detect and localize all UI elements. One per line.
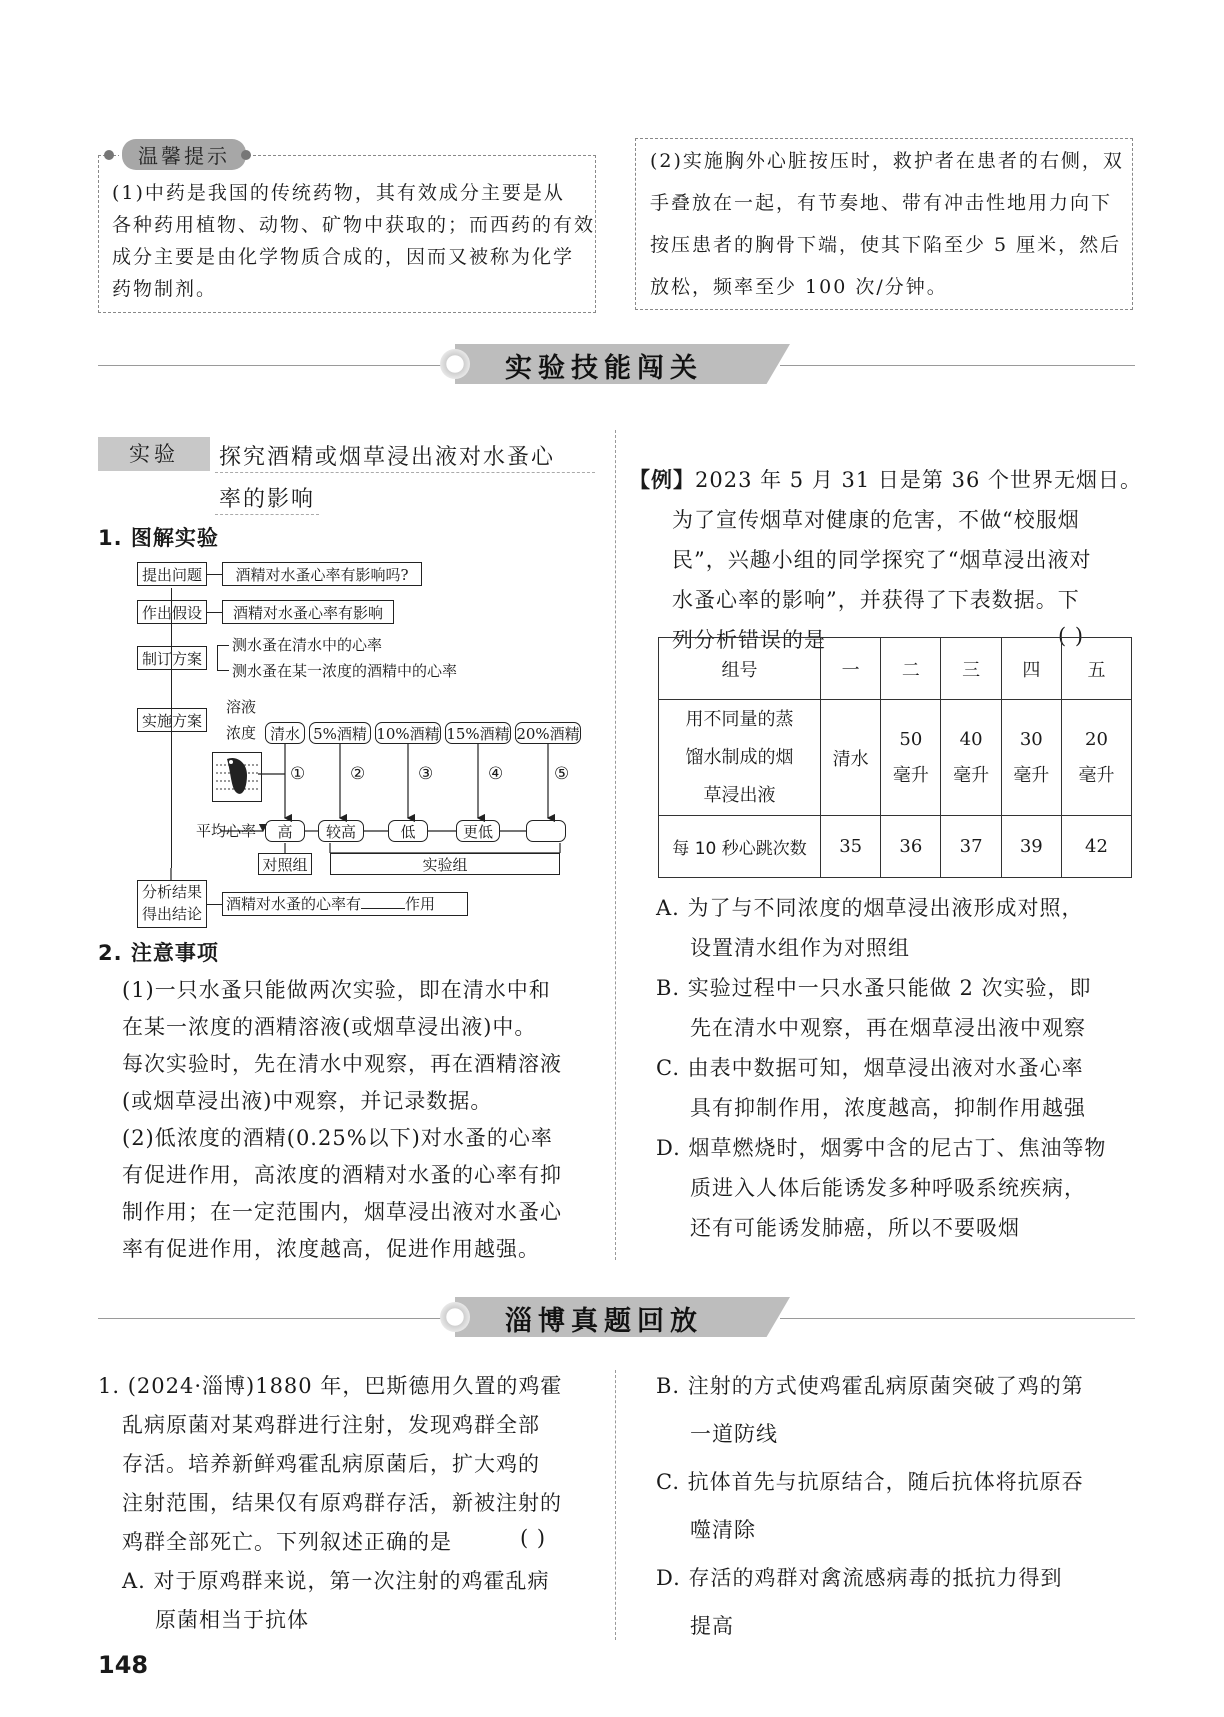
table-cell: 三 <box>941 638 1001 700</box>
q1-option-d-1: D. 存活的鸡群对禽流感病毒的抵抗力得到 <box>656 1566 1063 1590</box>
hypothesis-text: 酒精对水蚤心率有影响 <box>222 600 394 624</box>
plan-1: 测水蚤在清水中的心率 <box>232 636 383 654</box>
experiment-tag: 实验 <box>98 437 210 471</box>
arrows-layer <box>0 0 620 900</box>
rate-4: 更低 <box>456 820 500 842</box>
table-cell: 四 <box>1001 638 1061 700</box>
note-line-4: (或烟草浸出液)中观察，并记录数据。 <box>122 1089 493 1113</box>
table-cell <box>881 700 941 816</box>
table-cell: 五 <box>1061 638 1131 700</box>
tip-right-line-2: 手叠放在一起，有节奏地、带有冲击性地用力向下 <box>650 192 1113 214</box>
q1-line-5: 鸡群全部死亡。下列叙述正确的是 <box>122 1530 452 1554</box>
subsection-diagram-heading: 1. 图解实验 <box>98 526 219 550</box>
num-1: ① <box>290 764 306 784</box>
cell-text: 毫升 <box>892 764 929 786</box>
tip-left-line-3: 成分主要是由化学物质合成的，因而又被称为化学 <box>112 246 575 268</box>
conc-20: 20%酒精 <box>515 722 581 744</box>
table-cell: 39 <box>1001 816 1061 878</box>
cell-text: 30 <box>1019 728 1043 750</box>
analysis-line-2: 得出结论 <box>141 905 202 923</box>
example-line-5: 列分析错误的是 <box>672 628 826 652</box>
q1-option-c-1: C. 抗体首先与抗原结合，随后抗体将抗原吞 <box>656 1470 1084 1494</box>
table-cell: 36 <box>881 816 941 878</box>
q1-option-a-1: A. 对于原鸡群来说，第一次注射的鸡霍乱病 <box>122 1569 550 1593</box>
conc-label-1: 溶液 <box>226 698 257 716</box>
table-cell: 一 <box>821 638 881 700</box>
table-cell: 42 <box>1061 816 1131 878</box>
num-3: ③ <box>418 764 434 784</box>
experiment-title-1: 探究酒精或烟草浸出液对水蚤心 <box>219 445 556 470</box>
q1-option-b-1: B. 注射的方式使鸡霍乱病原菌突破了鸡的第 <box>656 1374 1084 1398</box>
row1-label-2: 馏水制成的烟 <box>685 746 794 768</box>
page-number: 148 <box>98 1651 149 1679</box>
example-tag: 【例】 <box>629 468 695 492</box>
num-2: ② <box>350 764 366 784</box>
section1-line-right <box>780 365 1135 366</box>
note-line-5: (2)低浓度的酒精(0.25%以下)对水蚤的心率 <box>122 1126 553 1150</box>
table-cell: 37 <box>941 816 1001 878</box>
analysis-box <box>137 880 207 928</box>
section2-title: 淄博真题回放 <box>505 1306 703 1337</box>
option-d-1: D. 烟草燃烧时，烟雾中含的尼古丁、焦油等物 <box>656 1136 1107 1160</box>
q1-line-3: 存活。培养新鲜鸡霍乱病原菌后，扩大鸡的 <box>122 1452 540 1476</box>
data-table <box>658 637 1132 878</box>
note-line-7: 制作用；在一定范围内，烟草浸出液对水蚤心 <box>122 1200 562 1224</box>
tip-left-line-4: 药物制剂。 <box>112 278 218 300</box>
example-paren: ( ) <box>1058 624 1085 648</box>
q1-option-c-2: 噬清除 <box>690 1518 756 1542</box>
question-text: 酒精对水蚤心率有影响吗? <box>222 562 422 586</box>
note-line-1: (1)一只水蚤只能做两次实验，即在清水中和 <box>122 978 551 1002</box>
num-5: ⑤ <box>554 764 570 784</box>
example-line-4: 水蚤心率的影响”，并获得了下表数据。下 <box>672 588 1080 612</box>
option-a-1: A. 为了与不同浓度的烟草浸出液形成对照， <box>656 896 1084 920</box>
example-line-2: 为了宣传烟草对健康的危害，不做“校服烟 <box>672 508 1080 532</box>
cell-text: 毫升 <box>1013 764 1050 786</box>
option-a-2: 设置清水组作为对照组 <box>690 936 910 960</box>
table-cell: 每 10 秒心跳次数 <box>659 816 821 878</box>
cell-text: 毫升 <box>953 764 990 786</box>
rate-3: 低 <box>388 820 428 842</box>
example-text-1: 2023 年 5 月 31 日是第 36 个世界无烟日。 <box>695 468 1142 492</box>
rate-1: 高 <box>265 820 305 842</box>
note-line-6: 有促进作用，高浓度的酒精对水蚤的心率有抑 <box>122 1163 562 1187</box>
option-d-2: 质进入人体后能诱发多种呼吸系统疾病， <box>690 1176 1086 1200</box>
rate-5 <box>526 820 566 842</box>
table-cell <box>1061 700 1131 816</box>
option-b-2: 先在清水中观察，再在烟草浸出液中观察 <box>690 1016 1086 1040</box>
tip-right-line-3: 按压患者的胸骨下端，使其下陷至少 5 厘米，然后 <box>650 234 1122 256</box>
analysis-line-1: 分析结果 <box>141 883 202 901</box>
option-c-1: C. 由表中数据可知，烟草浸出液对水蚤心率 <box>656 1056 1084 1080</box>
table-cell: 35 <box>821 816 881 878</box>
subsection-notes-heading: 2. 注意事项 <box>98 941 219 965</box>
step-hypothesis: 作出假设 <box>137 600 207 624</box>
step-question: 提出问题 <box>137 562 207 586</box>
experiment-title-2: 率的影响 <box>219 487 316 512</box>
q1-option-d-2: 提高 <box>690 1614 734 1638</box>
conclusion-text-b: 作用 <box>405 895 436 913</box>
conclusion-blank <box>361 908 405 909</box>
tip-title: 温馨提示 <box>122 139 246 170</box>
cell-text: 20 <box>1085 728 1108 750</box>
step-plan: 制订方案 <box>137 646 207 670</box>
table-cell: 二 <box>881 638 941 700</box>
section1-title: 实验技能闯关 <box>505 353 703 384</box>
conc-label-2: 浓度 <box>226 724 257 742</box>
q1-line-4: 注射范围，结果仅有原鸡群存活，新被注射的 <box>122 1491 562 1515</box>
q1-paren: ( ) <box>520 1526 547 1550</box>
section2-line-right <box>780 1318 1135 1319</box>
table-cell <box>941 700 1001 816</box>
q1-line-2: 乱病原菌对某鸡群进行注射，发现鸡群全部 <box>122 1413 540 1437</box>
tip-right-line-4: 放松，频率至少 100 次/分钟。 <box>650 276 948 298</box>
table-cell <box>1001 700 1061 816</box>
experimental-group: 实验组 <box>330 853 560 875</box>
conc-water: 清水 <box>265 722 305 744</box>
tip-right-line-1: (2)实施胸外心脏按压时，救护者在患者的右侧，双 <box>650 150 1124 172</box>
tip-left-line-2: 各种药用植物、动物、矿物中获取的；而西药的有效 <box>112 214 596 236</box>
conc-10: 10%酒精 <box>375 722 441 744</box>
table-row <box>659 638 1132 700</box>
q1-line-1: 1. (2024·淄博)1880 年，巴斯德用久置的鸡霍 <box>98 1374 563 1398</box>
section2-line-left <box>98 1318 448 1319</box>
connector-c <box>207 904 222 905</box>
option-c-2: 具有抑制作用，浓度越高，抑制作用越强 <box>690 1096 1086 1120</box>
row1-label-3: 草浸出液 <box>703 784 776 806</box>
conc-15: 15%酒精 <box>445 722 511 744</box>
conclusion-text-a: 酒精对水蚤的心率有 <box>226 895 362 913</box>
q1-option-b-2: 一道防线 <box>690 1422 778 1446</box>
q1-option-a-2: 原菌相当于抗体 <box>155 1608 309 1632</box>
row1-label-1: 用不同量的蒸 <box>685 708 794 730</box>
rate-2: 较高 <box>318 820 364 842</box>
cell-text: 清水 <box>832 748 869 770</box>
rate-label: 平均心率 <box>196 822 257 840</box>
table-cell <box>821 700 881 816</box>
note-line-3: 每次实验时，先在清水中观察，再在酒精溶液 <box>122 1052 562 1076</box>
column-divider-2 <box>615 1370 616 1640</box>
option-d-3: 还有可能诱发肺癌，所以不要吸烟 <box>690 1216 1020 1240</box>
option-b-1: B. 实验过程中一只水蚤只能做 2 次实验，即 <box>656 976 1092 1000</box>
cell-text: 50 <box>899 728 923 750</box>
section2-ring <box>440 1302 470 1332</box>
cell-text: 40 <box>959 728 983 750</box>
note-line-2: 在某一浓度的酒精溶液(或烟草浸出液)中。 <box>122 1015 537 1039</box>
plan-2: 测水蚤在某一浓度的酒精中的心率 <box>232 662 458 680</box>
control-group: 对照组 <box>258 853 312 875</box>
table-cell: 组号 <box>659 638 821 700</box>
example-line-3: 民”，兴趣小组的同学探究了“烟草浸出液对 <box>672 548 1092 572</box>
table-cell <box>659 700 821 816</box>
table-row <box>659 700 1132 816</box>
example-line-1 <box>629 464 1142 494</box>
tip-left-line-1: (1)中药是我国的传统药物，其有效成分主要是从 <box>112 182 565 204</box>
cell-text: 毫升 <box>1078 764 1115 786</box>
num-4: ④ <box>488 764 504 784</box>
conclusion-box <box>222 892 468 916</box>
step-implement: 实施方案 <box>137 708 207 732</box>
note-line-8: 率有促进作用，浓度越高，促进作用越强。 <box>122 1237 540 1261</box>
table-row <box>659 816 1132 878</box>
conc-5: 5%酒精 <box>309 722 371 744</box>
